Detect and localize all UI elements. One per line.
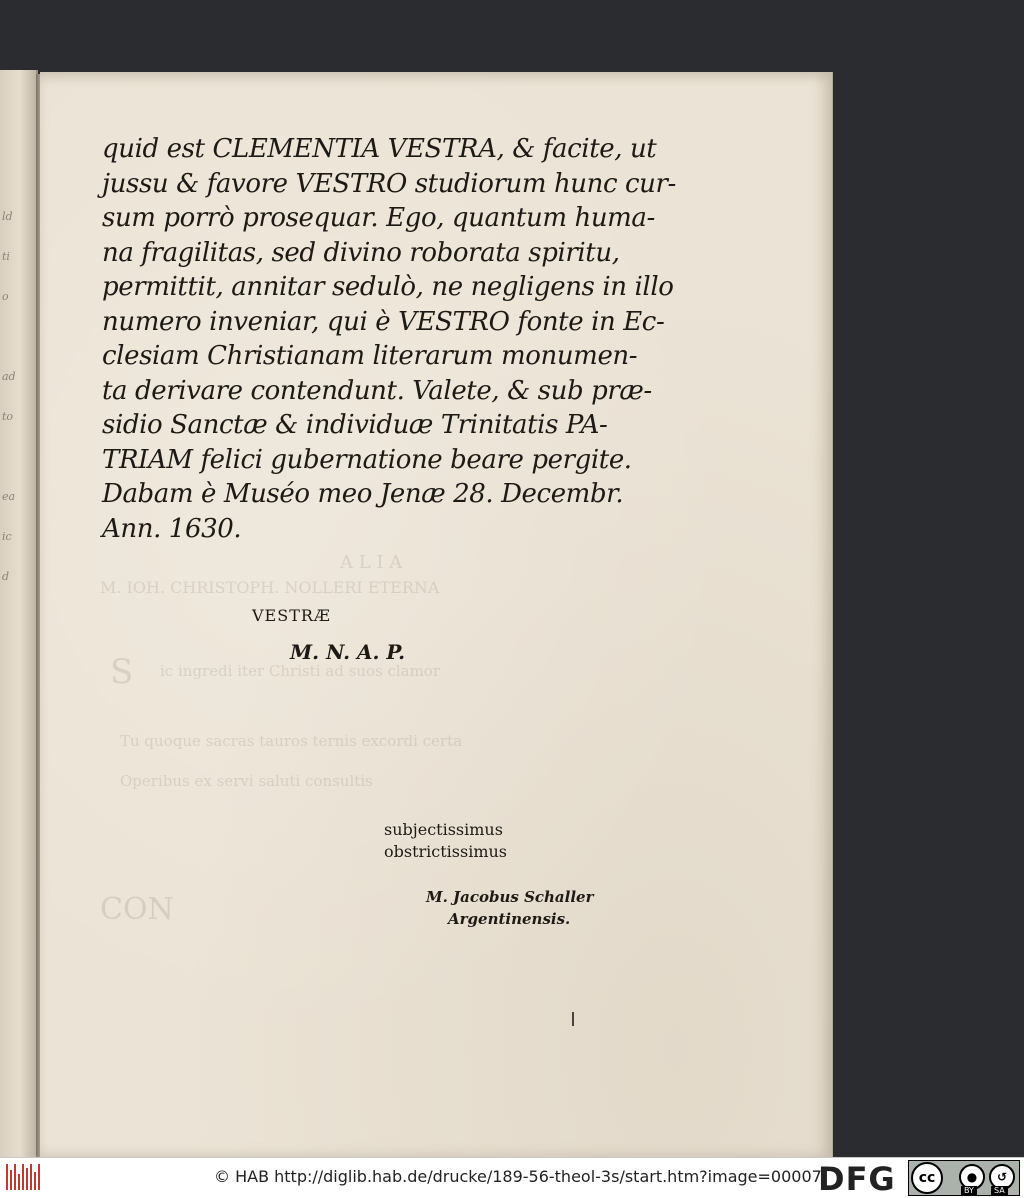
text-line: TRIAM felici gubernatione beare pergite. <box>102 444 632 475</box>
text-line: jussu & favore VESTRO studiorum hunc cur- <box>102 168 676 199</box>
dfg-logo: DFG <box>818 1160 896 1198</box>
closing-line-2: obstrictissimus <box>384 842 508 861</box>
text-line: ta derivare contendunt. Valete, & sub præ- <box>102 375 652 406</box>
footer-bar <box>0 1157 1024 1198</box>
dedicatee-initials: M. N. A. P. <box>290 640 406 664</box>
text-line: Dabam è Muséo meo Jenæ 28. Decembr. <box>102 479 624 509</box>
show-through-text: S <box>110 652 134 692</box>
show-through-text: Tu quoque sacras tauros ternis excordi certa <box>120 732 463 750</box>
letter-body <box>102 132 676 546</box>
page-mark <box>572 1012 574 1026</box>
cc-icon: cc <box>911 1162 943 1194</box>
sa-label: SA <box>991 1186 1008 1195</box>
by-person-icon: ● <box>959 1164 985 1190</box>
text-line: na fragilitas, sed divino roborata spiritu, <box>102 237 620 268</box>
book-page <box>40 72 833 1157</box>
signature-origin: Argentinensis. <box>448 910 571 928</box>
copyright-link[interactable]: © HAB http://diglib.hab.de/drucke/189-56-theol-3s/start.htm?image=00007 <box>214 1167 822 1186</box>
text-line: Ann. 1630. <box>102 513 242 544</box>
show-through-text: CON <box>100 892 174 927</box>
closing-line-1: subjectissimus <box>384 820 503 839</box>
text-line: numero inveniar, qui è VESTRO fonte in Ec- <box>102 306 665 337</box>
signature-name: M. Jacobus Schaller <box>426 888 594 906</box>
text-line: permittit, annitar sedulò, ne negligens in illo <box>102 272 674 302</box>
text-line: sidio Sanctæ & individuæ Trinitatis PA- <box>102 410 608 440</box>
show-through-text: A L I A <box>340 552 403 573</box>
hab-logo-icon <box>6 1162 40 1190</box>
show-through-text: Operibus ex servi saluti consultis <box>120 772 373 790</box>
share-alike-icon: ↺ <box>989 1164 1015 1190</box>
show-through-text: M. IOH. CHRISTOPH. NOLLERI ETERNA <box>100 578 440 597</box>
show-through-text: ic ingredi iter Christi ad suos clamor <box>160 662 441 680</box>
salutation: VESTRÆ <box>252 606 331 625</box>
cc-license-badge[interactable] <box>908 1160 1020 1196</box>
by-label: BY <box>961 1186 977 1195</box>
facing-page-edge: ld ti o ad to ea ic d <box>0 70 38 1157</box>
text-line: quid est CLEMENTIA VESTRA, & facite, ut <box>102 134 657 164</box>
text-line: sum porrò prosequar. Ego, quantum huma- <box>102 203 655 233</box>
text-line: clesiam Christianam literarum monumen- <box>102 341 638 371</box>
